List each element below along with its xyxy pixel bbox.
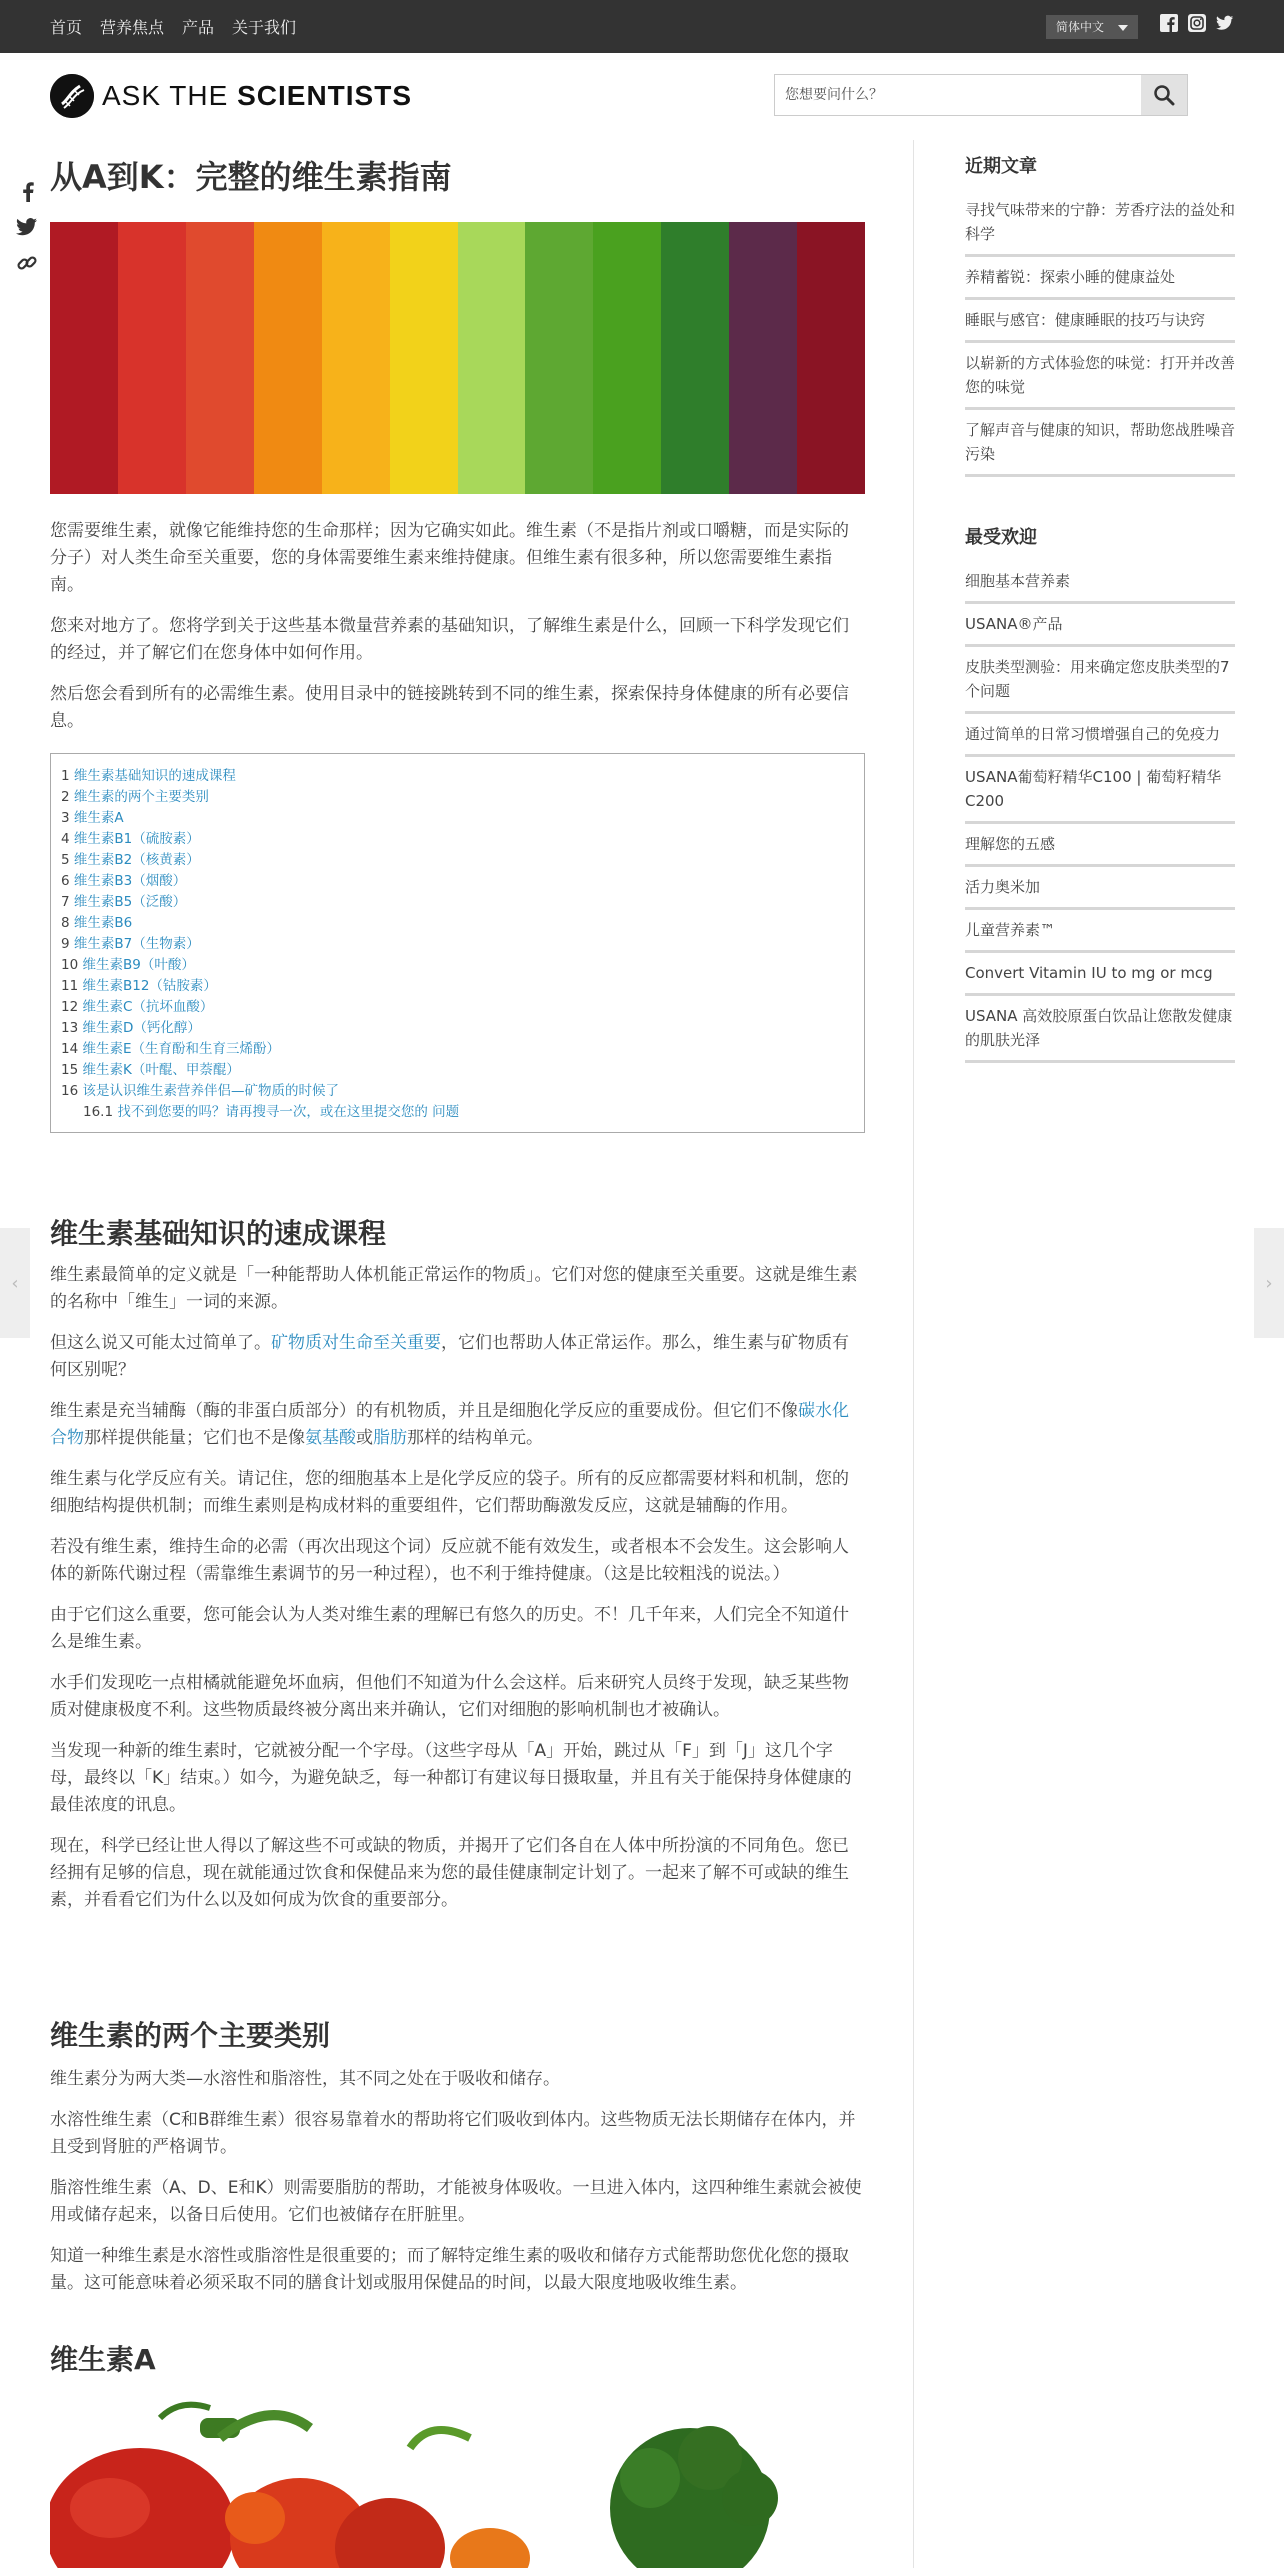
toc-item[interactable]: [61, 1081, 854, 1102]
basics-paragraph-9: 现在，科学已经让世人得以了解这些不可或缺的物质，并揭开了它们各自在人体中所扮演的不同角色。您已经拥有足够的信息，现在就能通过饮食和保健品来为您的最佳健康制定计划了。一起来了解不可或缺的维生素，并看看它们为什么以及如何成为饮食的重要部分。: [50, 1836, 849, 1910]
toc-number: 7: [61, 894, 70, 910]
toc-link[interactable]: 维生素B1（硫胺素）: [73, 831, 200, 847]
toc-item[interactable]: [61, 913, 854, 934]
hero-stripe: [186, 222, 254, 494]
text: 那样的结构单元。: [407, 1428, 543, 1448]
toc-link[interactable]: 维生素A: [73, 810, 124, 826]
intro-paragraph-1: 您需要维生素，就像它能维持您的生命那样；因为它确实如此。维生素（不是指片剂或口嚼糖，而是实际的分子）对人类生命至关重要，您的身体需要维生素来维持健康。但维生素有很多种，所以您需要维生素指南。: [50, 521, 849, 595]
section-heading-basics: 维生素基础知识的速成课程: [50, 1217, 387, 1250]
chevron-left-icon: ‹: [11, 1272, 19, 1294]
top-bar: [0, 0, 1284, 53]
popular-post-link[interactable]: 细胞基本营养素: [965, 561, 1235, 604]
search-icon: [1153, 84, 1175, 106]
text: 那样提供能量；它们也不是像: [84, 1428, 305, 1448]
intro-paragraph-2: 您来对地方了。您将学到关于这些基本微量营养素的基础知识，了解维生素是什么，回顾一下科学发现它们的经过，并了解它们在您身体中如何作用。: [50, 616, 849, 663]
article: [50, 150, 865, 494]
hero-stripe: [729, 222, 797, 494]
toc-number: 2: [61, 789, 70, 805]
toc-link[interactable]: 维生素B5（泛酸）: [73, 894, 187, 910]
recent-post-link[interactable]: 睡眠与感官：健康睡眠的技巧与诀窍: [965, 300, 1235, 343]
nav-home[interactable]: 首页: [50, 18, 83, 37]
hero-stripe: [525, 222, 593, 494]
toc-number: 9: [61, 936, 70, 952]
top-nav: [50, 15, 296, 38]
toc-link[interactable]: 维生素B9（叶酸）: [82, 957, 195, 973]
toc-number: 16: [61, 1083, 79, 1099]
toc-number: 4: [61, 831, 70, 847]
toc-link[interactable]: 维生素B7（生物素）: [73, 936, 200, 952]
categories-paragraph-1: 维生素分为两大类—水溶性和脂溶性，其不同之处在于吸收和储存。: [50, 2069, 560, 2089]
instagram-icon[interactable]: [1188, 14, 1206, 32]
facebook-share-icon[interactable]: [16, 180, 38, 202]
toc-item[interactable]: [61, 787, 854, 808]
hero-stripe: [458, 222, 526, 494]
nav-nutrition-focus[interactable]: 营养焦点: [100, 18, 165, 37]
twitter-icon[interactable]: [1216, 14, 1234, 32]
toc-item[interactable]: [61, 1060, 854, 1081]
hero-stripe: [390, 222, 458, 494]
toc-number: 6: [61, 873, 70, 889]
amino-acids-link[interactable]: 氨基酸: [305, 1428, 356, 1448]
column-divider: [913, 140, 914, 2568]
minerals-link[interactable]: 矿物质对生命至关重要: [271, 1333, 441, 1353]
recent-posts-heading: 近期文章: [965, 156, 1037, 177]
section-heading-vitamin-a: 维生素A: [50, 2343, 156, 2376]
toc-item[interactable]: [61, 829, 854, 850]
toc-number: 8: [61, 915, 70, 931]
section-basics: [50, 1262, 865, 1914]
toc-item[interactable]: [61, 934, 854, 955]
hero-image: [50, 222, 865, 494]
text: 维生素是充当辅酶（酶的非蛋白质部分）的有机物质，并且是细胞化学反应的重要成份。但它们不像: [50, 1401, 798, 1421]
hero-stripe: [254, 222, 322, 494]
intro: [50, 518, 865, 735]
toc-number: 10: [61, 957, 79, 973]
toc-link[interactable]: 维生素的两个主要类别: [73, 789, 209, 805]
popular-posts-list: [965, 561, 1235, 1063]
logo-text-light: ASK THE: [102, 80, 238, 111]
hero-stripe: [118, 222, 186, 494]
popular-post-link[interactable]: 理解您的五感: [965, 824, 1235, 867]
popular-posts-heading: 最受欢迎: [965, 527, 1037, 548]
toc-item[interactable]: [61, 808, 854, 829]
toc-link[interactable]: 维生素K（叶醌、甲萘醌）: [82, 1062, 240, 1078]
toc-item[interactable]: [61, 1039, 854, 1060]
recent-post-link[interactable]: 养精蓄锐：探索小睡的健康益处: [965, 257, 1235, 300]
toc-item[interactable]: [61, 850, 854, 871]
toc-item[interactable]: [61, 955, 854, 976]
popular-post-link[interactable]: USANA 高效胶原蛋白饮品让您散发健康的肌肤光泽: [965, 996, 1235, 1063]
toc-number: 14: [61, 1041, 79, 1057]
popular-post-link[interactable]: USANA葡萄籽精华C100 | 葡萄籽精华C200: [965, 757, 1235, 824]
twitter-share-icon[interactable]: [16, 216, 38, 238]
toc-item[interactable]: [61, 871, 854, 892]
toc-item[interactable]: [61, 892, 854, 913]
toc-item[interactable]: [61, 976, 854, 997]
toc-number: 13: [61, 1020, 79, 1036]
vitamin-a-image: [50, 2398, 865, 2568]
recent-post-link[interactable]: 以崭新的方式体验您的味觉：打开并改善您的味觉: [965, 343, 1235, 410]
search-button[interactable]: [1141, 75, 1187, 115]
nav-about[interactable]: 关于我们: [232, 18, 297, 37]
dna-circle-logo-icon: [50, 74, 94, 118]
toc-number: 11: [61, 978, 79, 994]
toc-link[interactable]: 找不到您要的吗？请再搜寻一次，或在这里提交您的 问题: [117, 1104, 460, 1120]
toc-item[interactable]: [61, 1102, 854, 1123]
toc-number: 12: [61, 999, 79, 1015]
toc-item[interactable]: [61, 1018, 854, 1039]
popular-post-link[interactable]: USANA®产品: [965, 604, 1235, 647]
basics-paragraph-5: 若没有维生素，维持生命的必需（再次出现这个词）反应就不能有效发生，或者根本不会发生。这会影响人体的新陈代谢过程（需靠维生素调节的另一种过程），也不利于维持健康。（这是比较粗浅的说法。）: [50, 1537, 849, 1584]
toc-link[interactable]: 维生素C（抗坏血酸）: [82, 999, 214, 1015]
categories-paragraph-4: 知道一种维生素是水溶性或脂溶性是很重要的；而了解特定维生素的吸收和储存方式能帮助您优化您的摄取量。这可能意味着必须采取不同的膳食计划或服用保健品的时间，以最大限度地吸收维生素。: [50, 2246, 849, 2293]
toc-link[interactable]: 该是认识维生素营养伴侣—矿物质的时候了: [82, 1083, 339, 1099]
categories-paragraph-3: 脂溶性维生素（A、D、E和K）则需要脂肪的帮助，才能被身体吸收。一旦进入体内，这四种维生素就会被使用或储存起来，以备日后使用。它们也被储存在肝脏里。: [50, 2178, 862, 2225]
share-rail: [16, 180, 38, 274]
hero-stripe: [593, 222, 661, 494]
search-input[interactable]: [775, 75, 1115, 115]
text: ，它们也帮助人体正常运作。那么，维生素与矿物质有何区别呢？: [50, 1333, 849, 1380]
page-title: 从A到K：完整的维生素指南: [50, 158, 452, 196]
sidebar-popular: [965, 523, 1235, 1063]
basics-paragraph-2: [50, 1330, 865, 1384]
intro-paragraph-3: 然后您会看到所有的必需维生素。使用目录中的链接跳转到不同的维生素，探索保持身体健康的所有必要信息。: [50, 684, 849, 731]
toc-link[interactable]: 维生素B3（烟酸）: [73, 873, 187, 889]
toc-link[interactable]: 维生素B2（核黄素）: [73, 852, 200, 868]
link-icon[interactable]: [16, 252, 38, 274]
toc-number: 15: [61, 1062, 79, 1078]
table-of-contents: [50, 753, 865, 1133]
recent-post-link[interactable]: 了解声音与健康的知识，帮助您战胜噪音污染: [965, 410, 1235, 477]
next-article-tab[interactable]: [1254, 1228, 1284, 1338]
prev-article-tab[interactable]: [0, 1228, 30, 1338]
toc-link[interactable]: 维生素E（生育酚和生育三烯酚）: [82, 1041, 281, 1057]
popular-post-link[interactable]: 儿童营养素™: [965, 910, 1235, 953]
toc-item[interactable]: [61, 997, 854, 1018]
text: 但这么说又可能太过简单了。: [50, 1333, 271, 1353]
logo-text-bold: SCIENTISTS: [237, 80, 413, 111]
popular-post-link[interactable]: 活力奥米加: [965, 867, 1235, 910]
hero-stripe: [797, 222, 865, 494]
basics-paragraph-4: 维生素与化学反应有关。请记住，您的细胞基本上是化学反应的袋子。所有的反应都需要材料和机制，您的细胞结构提供机制；而维生素则是构成材料的重要组件，它们帮助酶激发反应，这就是辅酶的作用。: [50, 1469, 849, 1516]
chevron-right-icon: ›: [1265, 1272, 1273, 1294]
toc-number: 16.1: [83, 1104, 114, 1120]
hero-stripe: [322, 222, 390, 494]
hero-stripe: [661, 222, 729, 494]
text: 或: [356, 1428, 373, 1448]
popular-post-link[interactable]: 皮肤类型测验：用来确定您皮肤类型的7个问题: [965, 647, 1235, 714]
popular-post-link[interactable]: 通过简单的日常习惯增强自己的免疫力: [965, 714, 1235, 757]
categories-paragraph-2: 水溶性维生素（C和B群维生素）很容易靠着水的帮助将它们吸收到体内。这些物质无法长期储存在体内，并且受到肾脏的严格调节。: [50, 2110, 856, 2157]
basics-paragraph-8: 当发现一种新的维生素时，它就被分配一个字母。（这些字母从「A」开始，跳过从「F」到「J」这几个字母，最终以「K」结束。）如今，为避免缺乏，每一种都订有建议每日摄取量，并且有关于能保持身体健康的最佳浓度的讯息。: [50, 1741, 852, 1815]
search-form: [774, 74, 1188, 116]
basics-paragraph-3: [50, 1398, 865, 1452]
toc-item[interactable]: [61, 766, 854, 787]
popular-post-link[interactable]: Convert Vitamin IU to mg or mcg: [965, 953, 1235, 996]
social-links: [1160, 14, 1234, 32]
carbohydrates-link[interactable]: 碳水化合物: [50, 1401, 849, 1448]
toc-number: 3: [61, 810, 70, 826]
recent-posts-list: [965, 190, 1235, 477]
toc-link[interactable]: 维生素B6: [73, 915, 133, 931]
section-heading-categories: 维生素的两个主要类别: [50, 2019, 331, 2052]
fats-link[interactable]: 脂肪: [373, 1428, 407, 1448]
toc-number: 1: [61, 768, 70, 784]
site-logo[interactable]: [50, 73, 412, 119]
toc-link[interactable]: 维生素基础知识的速成课程: [73, 768, 236, 784]
sidebar-recent: [965, 152, 1235, 477]
facebook-icon[interactable]: [1160, 14, 1178, 32]
section-categories: [50, 2066, 865, 2297]
hero-stripe: [50, 222, 118, 494]
recent-post-link[interactable]: 寻找气味带来的宁静：芳香疗法的益处和科学: [965, 190, 1235, 257]
toc-number: 5: [61, 852, 70, 868]
basics-paragraph-7: 水手们发现吃一点柑橘就能避免坏血病，但他们不知道为什么会这样。后来研究人员终于发现，缺乏某些物质对健康极度不利。这些物质最终被分离出来并确认，它们对细胞的影响机制也才被确认。: [50, 1673, 849, 1720]
basics-paragraph-6: 由于它们这么重要，您可能会认为人类对维生素的理解已有悠久的历史。不！几千年来，人们完全不知道什么是维生素。: [50, 1605, 849, 1652]
basics-paragraph-1: 维生素最简单的定义就是「一种能帮助人体机能正常运作的物质」。它们对您的健康至关重要。这就是维生素的名称中「维生」一词的来源。: [50, 1265, 858, 1312]
chevron-down-icon: [1118, 25, 1128, 31]
logo-wordmark: [102, 80, 412, 112]
nav-products[interactable]: 产品: [182, 18, 215, 37]
toc-link[interactable]: 维生素B12（钴胺素）: [82, 978, 217, 994]
toc-link[interactable]: 维生素D（钙化醇）: [82, 1020, 201, 1036]
language-label: 简体中文: [1056, 20, 1105, 34]
language-select[interactable]: [1046, 15, 1138, 39]
